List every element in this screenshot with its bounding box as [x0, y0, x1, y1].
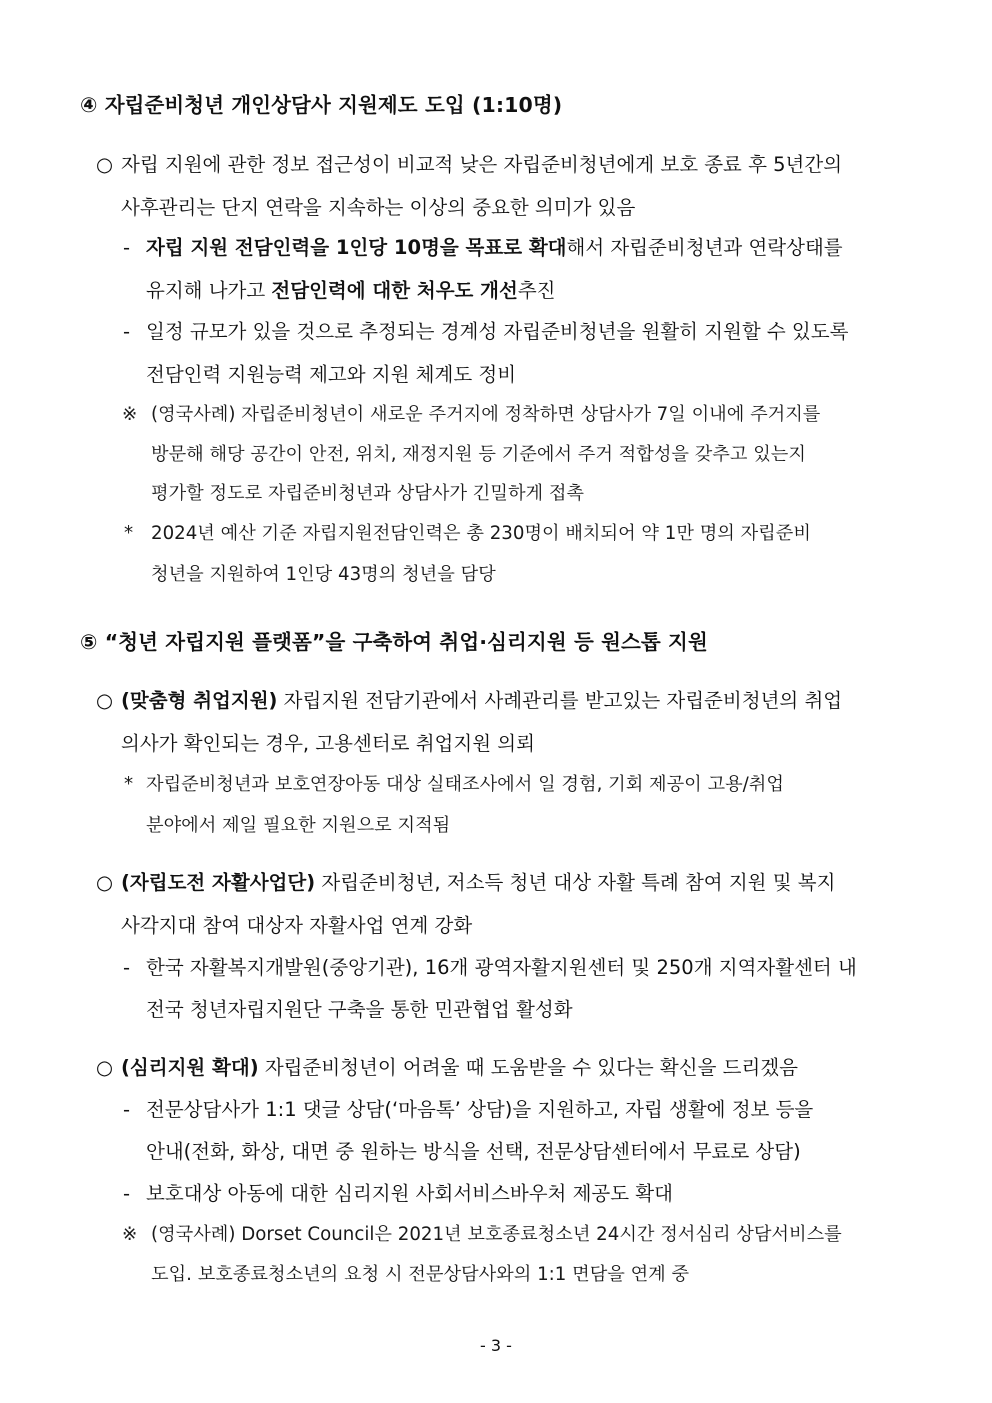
dash-marker: - [123, 1182, 131, 1205]
emphasis-text: 자립 지원 전담인력을 1인당 10명을 목표로 확대 [146, 236, 567, 259]
note-line: 평가할 정도로 자립준비청년과 상담사가 긴밀하게 접촉 [151, 483, 584, 504]
plain-text: 유지해 나가고 [146, 279, 272, 302]
dash-marker: - [123, 956, 131, 979]
paragraph-line: 한국 자활복지개발원(중앙기관), 16개 광역자활지원센터 및 250개 지역자활센터 내 [146, 956, 857, 979]
paragraph-line: 전국 청년자립지원단 구축을 통한 민관협업 활성화 [146, 998, 573, 1021]
dash-marker: - [123, 320, 131, 343]
paragraph-line [146, 281, 556, 301]
note-marker: ※ [122, 404, 138, 425]
emphasis-text: (자립도전 자활사업단) [121, 871, 316, 894]
note-line: 방문해 해당 공간이 안전, 위치, 재정지원 등 기준에서 주거 적합성을 갖추고 있는지 [151, 444, 806, 465]
emphasis-text: 전담인력에 대한 처우도 개선 [271, 279, 518, 302]
note-line: (영국사례) Dorset Council은 2021년 보호종료청소년 24시간 정서심리 상담서비스를 [151, 1224, 842, 1245]
paragraph-line [121, 691, 842, 711]
bullet-marker: ○ [96, 1056, 114, 1079]
paragraph-line: 보호대상 아동에 대한 심리지원 사회서비스바우처 제공도 확대 [146, 1182, 673, 1205]
paragraph-line: 의사가 확인되는 경우, 고용센터로 취업지원 의뢰 [121, 732, 535, 755]
note-line: 자립준비청년과 보호연장아동 대상 실태조사에서 일 경험, 기회 제공이 고용/취업 [146, 774, 784, 795]
paragraph-line: 전담인력 지원능력 제고와 지원 체계도 정비 [146, 363, 517, 386]
plain-text: 추진 [517, 279, 556, 302]
plain-text: 자립준비청년이 어려울 때 도움받을 수 있다는 확신을 드리겠음 [258, 1056, 798, 1079]
paragraph-line [121, 1058, 798, 1078]
note-line: 청년을 지원하여 1인당 43명의 청년을 담당 [151, 564, 496, 585]
note-line: 2024년 예산 기준 자립지원전담인력은 총 230명이 배치되어 약 1만 명의 자립준비 [151, 523, 811, 544]
section-heading-5: ⑤ “청년 자립지원 플랫폼”을 구축하여 취업·심리지원 등 원스톱 지원 [80, 630, 708, 654]
note-line: (영국사례) 자립준비청년이 새로운 주거지에 정착하면 상담사가 7일 이내에 주거지를 [151, 404, 821, 425]
paragraph-line: 자립 지원에 관한 정보 접근성이 비교적 낮은 자립준비청년에게 보호 종료 후 5년간의 [121, 153, 843, 176]
paragraph-line: 사후관리는 단지 연락을 지속하는 이상의 중요한 의미가 있음 [121, 196, 636, 219]
paragraph-line [146, 238, 843, 258]
dash-marker: - [123, 1098, 131, 1121]
plain-text: 자립준비청년, 저소득 청년 대상 자활 특례 참여 지원 및 복지 [315, 871, 836, 894]
bullet-marker: ○ [96, 153, 114, 176]
paragraph-line [121, 873, 835, 893]
plain-text: 해서 자립준비청년과 연락상태를 [566, 236, 843, 259]
bullet-marker: ○ [96, 871, 114, 894]
section-heading-4: ④ 자립준비청년 개인상담사 지원제도 도입 (1:10명) [80, 93, 563, 117]
paragraph-line: 안내(전화, 화상, 대면 중 원하는 방식을 선택, 전문상담센터에서 무료로 상담) [146, 1140, 801, 1163]
paragraph-line: 일정 규모가 있을 것으로 추정되는 경계성 자립준비청년을 원활히 지원할 수 있도록 [146, 320, 849, 343]
note-marker: ※ [122, 1224, 138, 1245]
page-number: - 3 - [480, 1336, 512, 1355]
plain-text: 자립지원 전담기관에서 사례관리를 받고있는 자립준비청년의 취업 [277, 689, 843, 712]
bullet-marker: ○ [96, 689, 114, 712]
paragraph-line: 전문상담사가 1:1 댓글 상담(‘마음톡’ 상담)을 지원하고, 자립 생활에 정보 등을 [146, 1098, 814, 1121]
note-line: 도입. 보호종료청소년의 요청 시 전문상담사와의 1:1 면담을 연계 중 [151, 1264, 690, 1285]
emphasis-text: (맞춤형 취업지원) [121, 689, 278, 712]
note-line: 분야에서 제일 필요한 지원으로 지적됨 [146, 815, 451, 836]
emphasis-text: (심리지원 확대) [121, 1056, 259, 1079]
note-marker: * [124, 774, 134, 795]
dash-marker: - [123, 236, 131, 259]
paragraph-line: 사각지대 참여 대상자 자활사업 연계 강화 [121, 914, 473, 937]
note-marker: * [124, 523, 134, 544]
